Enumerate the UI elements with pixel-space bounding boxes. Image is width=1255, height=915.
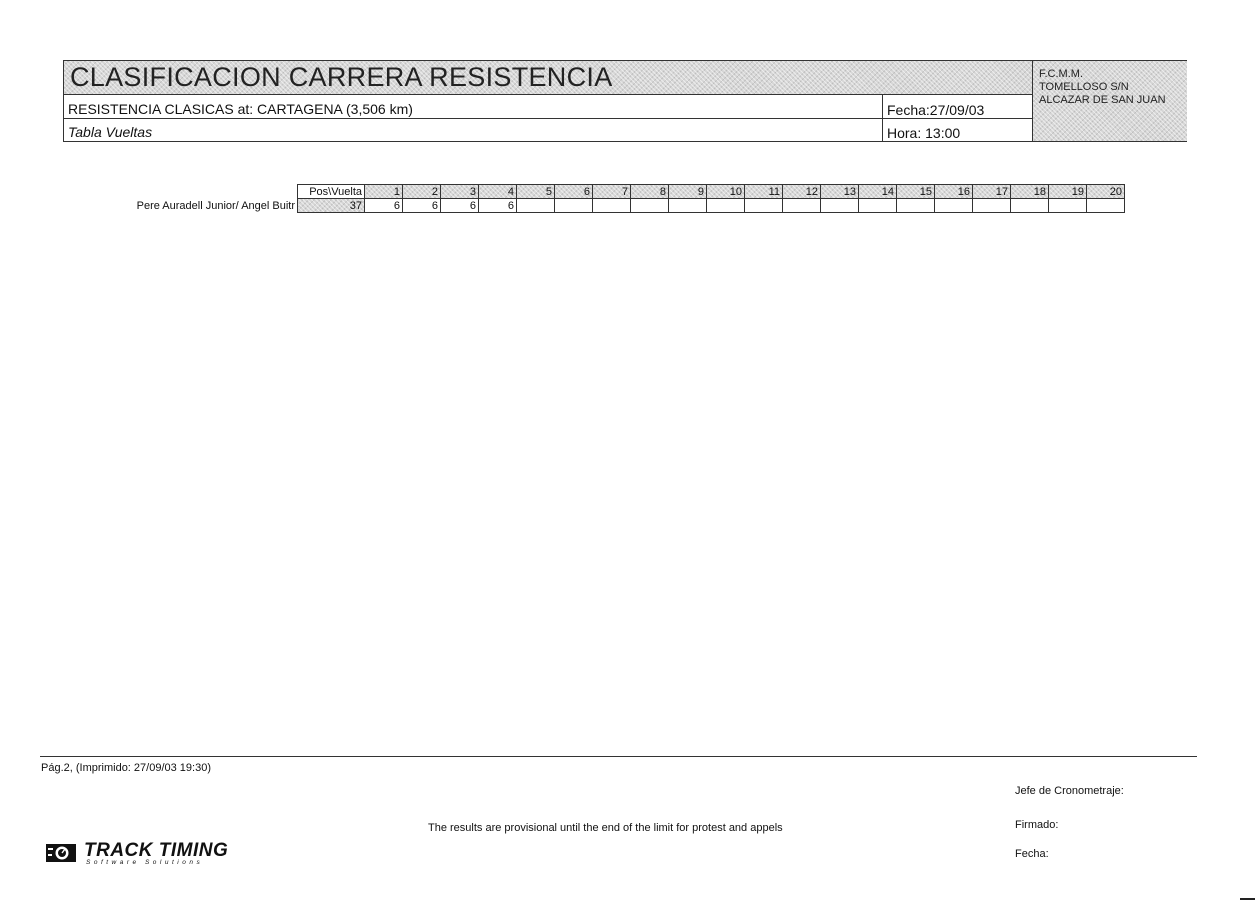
lap-value-cell (859, 199, 897, 213)
report-header (63, 60, 1187, 142)
organizer-box (1032, 61, 1187, 141)
lap-value-cell (669, 199, 707, 213)
lap-value-cell (593, 199, 631, 213)
lap-number-cell: 4 (479, 185, 517, 199)
lap-value-cell (821, 199, 859, 213)
lap-header-row (298, 185, 1125, 199)
lap-number-cell: 10 (707, 185, 745, 199)
lap-number-cell: 16 (935, 185, 973, 199)
table-label: Tabla Vueltas (68, 124, 153, 140)
position-cell: 37 (298, 199, 365, 213)
lap-value-cell (897, 199, 935, 213)
lap-value-cell (1049, 199, 1087, 213)
lap-number-cell: 11 (745, 185, 783, 199)
race-subtitle: RESISTENCIA CLASICAS at: CARTAGENA (3,506 km) (68, 101, 413, 117)
lap-value-cell: 6 (441, 199, 479, 213)
pos-lap-header: Pos\Vuelta (298, 185, 365, 199)
lap-number-cell: 1 (365, 185, 403, 199)
lap-number-cell: 9 (669, 185, 707, 199)
footer-date-label: Fecha: (1015, 848, 1049, 860)
edge-mark (1240, 898, 1255, 900)
lap-number-cell: 7 (593, 185, 631, 199)
footer-divider (40, 756, 1197, 757)
lap-table (297, 184, 1125, 213)
report-title: CLASIFICACION CARRERA RESISTENCIA (70, 62, 613, 92)
lap-value-cell: 6 (365, 199, 403, 213)
lap-value-cell: 6 (479, 199, 517, 213)
lap-value-cell (517, 199, 555, 213)
lap-number-cell: 18 (1011, 185, 1049, 199)
lap-value-cell (707, 199, 745, 213)
page-info: Pág.2, (Imprimido: 27/09/03 19:30) (41, 762, 211, 774)
chief-timekeeper-label: Jefe de Cronometraje: (1015, 785, 1124, 797)
lap-value-cell (1087, 199, 1125, 213)
lap-number-cell: 2 (403, 185, 441, 199)
lap-value-cell (935, 199, 973, 213)
lap-number-cell: 5 (517, 185, 555, 199)
lap-number-cell: 12 (783, 185, 821, 199)
organizer-line: TOMELLOSO S/N (1039, 81, 1129, 93)
lap-number-cell: 13 (821, 185, 859, 199)
lap-number-cell: 8 (631, 185, 669, 199)
rider-name: Pere Auradell Junior/ Angel Buitr (136, 200, 295, 212)
logo-tagline: Software Solutions (86, 859, 204, 866)
lap-number-cell: 3 (441, 185, 479, 199)
header-divider (64, 118, 882, 119)
lap-value-cell (973, 199, 1011, 213)
race-date: Fecha:27/09/03 (887, 102, 985, 118)
signed-label: Firmado: (1015, 819, 1059, 831)
organizer-address (1039, 68, 1166, 107)
date-divider (883, 118, 1032, 119)
lap-value-cell (555, 199, 593, 213)
lap-number-cell: 6 (555, 185, 593, 199)
lap-value-cell: 6 (403, 199, 441, 213)
lap-value-cell (745, 199, 783, 213)
race-time: Hora: 13:00 (887, 125, 961, 141)
lap-number-cell: 14 (859, 185, 897, 199)
title-bar (64, 61, 1032, 95)
organizer-line: ALCAZAR DE SAN JUAN (1039, 94, 1166, 106)
lap-value-cell (1011, 199, 1049, 213)
lap-number-cell: 19 (1049, 185, 1087, 199)
logo-name: TRACK TIMING (84, 840, 229, 861)
organizer-line: F.C.M.M. (1039, 68, 1083, 80)
lap-number-cell: 17 (973, 185, 1011, 199)
table-row (298, 199, 1125, 213)
stopwatch-icon (46, 842, 76, 864)
lap-number-cell: 15 (897, 185, 935, 199)
lap-number-cell: 20 (1087, 185, 1125, 199)
provisional-disclaimer: The results are provisional until the end of the limit for protest and appels (428, 822, 783, 834)
lap-value-cell (631, 199, 669, 213)
lap-value-cell (783, 199, 821, 213)
track-timing-logo (46, 840, 246, 870)
date-time-cell (882, 95, 1032, 141)
